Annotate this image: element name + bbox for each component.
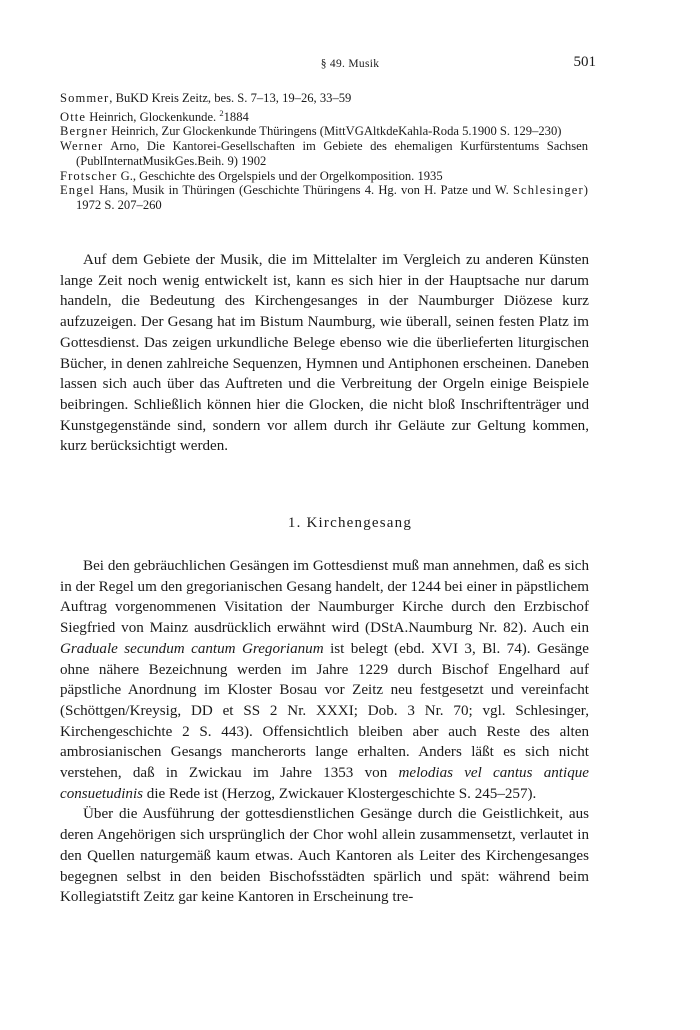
bibliography-list <box>60 91 588 213</box>
entry-text: 1884 <box>223 109 249 124</box>
entry-text: Arno, Die Kantorei-Gesellschaften im Gebiete des ehemaligen Kurfürstentums Sachsen (PublInternatMusikGes.Beih. 9) 1902 <box>76 139 588 168</box>
author-name: Otte <box>60 109 87 124</box>
paragraph-text: Bei den gebräuchlichen Gesängen im Gottesdienst muß man annehmen, daß es sich in der Regel um den gregorianischen Gesang handelt, der 1244 bei einer in päpstlichem Auftrag vorgenommenen Visitation der Naumburger Kirche durch den Erzbischof Siegfried von Mainz ausdrücklich erwähnt wird (DStA.Naumburg Nr. 82). Auch ein <box>60 558 589 637</box>
author-name: Sommer <box>60 91 110 105</box>
bibliography-entry <box>60 106 588 125</box>
edition-superscript: 2 <box>219 107 224 118</box>
page-header <box>0 54 700 74</box>
running-title: § 49. Musik <box>320 58 380 70</box>
body-paragraph <box>60 556 589 804</box>
body-paragraph: Über die Ausführung der gottesdienstlichen Gesänge durch die Geistlichkeit, aus deren Angehörigen sich ursprünglich der Chor wohl allein zusammensetzt, verlautet in den Quellen naturgemäß kaum etwas. Auch Kantoren als Leiter des Kirchengesanges begegnen selbst in den beiden Bischofsstädten spärlich und spät: während beim Kollegiatstift Zeitz gar keine Kantoren in Erscheinung tre- <box>60 806 589 906</box>
bibliography-entry <box>60 91 588 106</box>
latin-quote: Graduale secundum cantum Gregorianum <box>60 640 324 657</box>
author-name: Werner <box>60 139 104 154</box>
latin-quote: melodias vel cantus antique consuetudinis <box>60 765 589 802</box>
bibliography-entry <box>60 124 588 139</box>
bibliography-entry <box>60 169 588 184</box>
entry-text: Hans, Musik in Thüringen (Geschichte Thüringens 4. Hg. von H. Patze und W. <box>94 183 513 198</box>
entry-text: ) 1972 S. 207–260 <box>76 183 588 212</box>
intro-section <box>60 250 589 457</box>
paragraph-text: ist belegt (ebd. XVI 3, Bl. 74). Gesänge ohne nähere Bezeichnung werden im Jahre 1229 durch Bischof Engelhard auf päpstliche Anordnung im Kloster Bosau vor Zeitz neu festgesetzt und vereinfacht (Schöttgen/Kreysig, DD et SS 2 Nr. XXXI; Dob. 3 Nr. 70; vgl. Schlesinger, Kirchengeschichte 2 S. 443). Offensichtlich bleiben aber auch Reste des alten ambrosianischen Gesangs mancherorts lange erhalten. Anders läßt es sich nicht verstehen, daß in Zwickau im Jahre 1353 von <box>60 640 589 782</box>
author-name: Schlesinger <box>512 183 584 198</box>
entry-text: Heinrich, Zur Glockenkunde Thüringens (MittVGAltkdeKahla-Roda 5.1900 S. 129–230) <box>108 124 562 139</box>
bibliography-entry <box>60 139 588 168</box>
paragraph-text: die Rede ist (Herzog, Zwickauer Klostergeschichte S. 245–257). <box>143 785 537 802</box>
section-body <box>60 556 589 908</box>
section-heading: 1. Kirchengesang <box>287 515 413 531</box>
author-name: Frotscher <box>60 168 118 183</box>
bibliography-entry <box>60 183 588 212</box>
entry-text: , BuKD Kreis Zeitz, bes. S. 7–13, 19–26, 33–59 <box>109 91 352 105</box>
intro-paragraph: Auf dem Gebiete der Musik, die im Mittelalter im Vergleich zu anderen Künsten lange Zeit noch wenig entwickelt ist, kann es sich hier in der Hauptsache nur darum handeln, die Bedeutung des Kirchengesanges in der Naumburger Diözese kurz aufzuzeigen. Der Gesang hat im Bistum Naumburg, wie überall, seinen festen Platz im Gottesdienst. Das zeigen urkundliche Belege ebenso wie die überlieferten liturgischen Bücher, in denen zahlreiche Sequenzen, Hymnen und Antiphonen erscheinen. Daneben lassen sich auch über das Auftreten und die Verbreitung der Orgeln einige Beispiele beibringen. Schließlich können hier die Glocken, die nicht bloß Inschriftenträger und Kunstgegenstände sind, sondern vor allem durch ihr Geläute zur Geltung kommen, kurz berücksichtigt werden. <box>60 252 589 455</box>
entry-text: Heinrich, Glockenkunde. <box>86 109 220 124</box>
author-name: Bergner <box>60 124 109 139</box>
page-number: 501 <box>573 54 596 70</box>
author-name: Engel <box>60 183 95 198</box>
entry-text: G., Geschichte des Orgelspiels und der Orgelkomposition. 1935 <box>117 168 443 183</box>
